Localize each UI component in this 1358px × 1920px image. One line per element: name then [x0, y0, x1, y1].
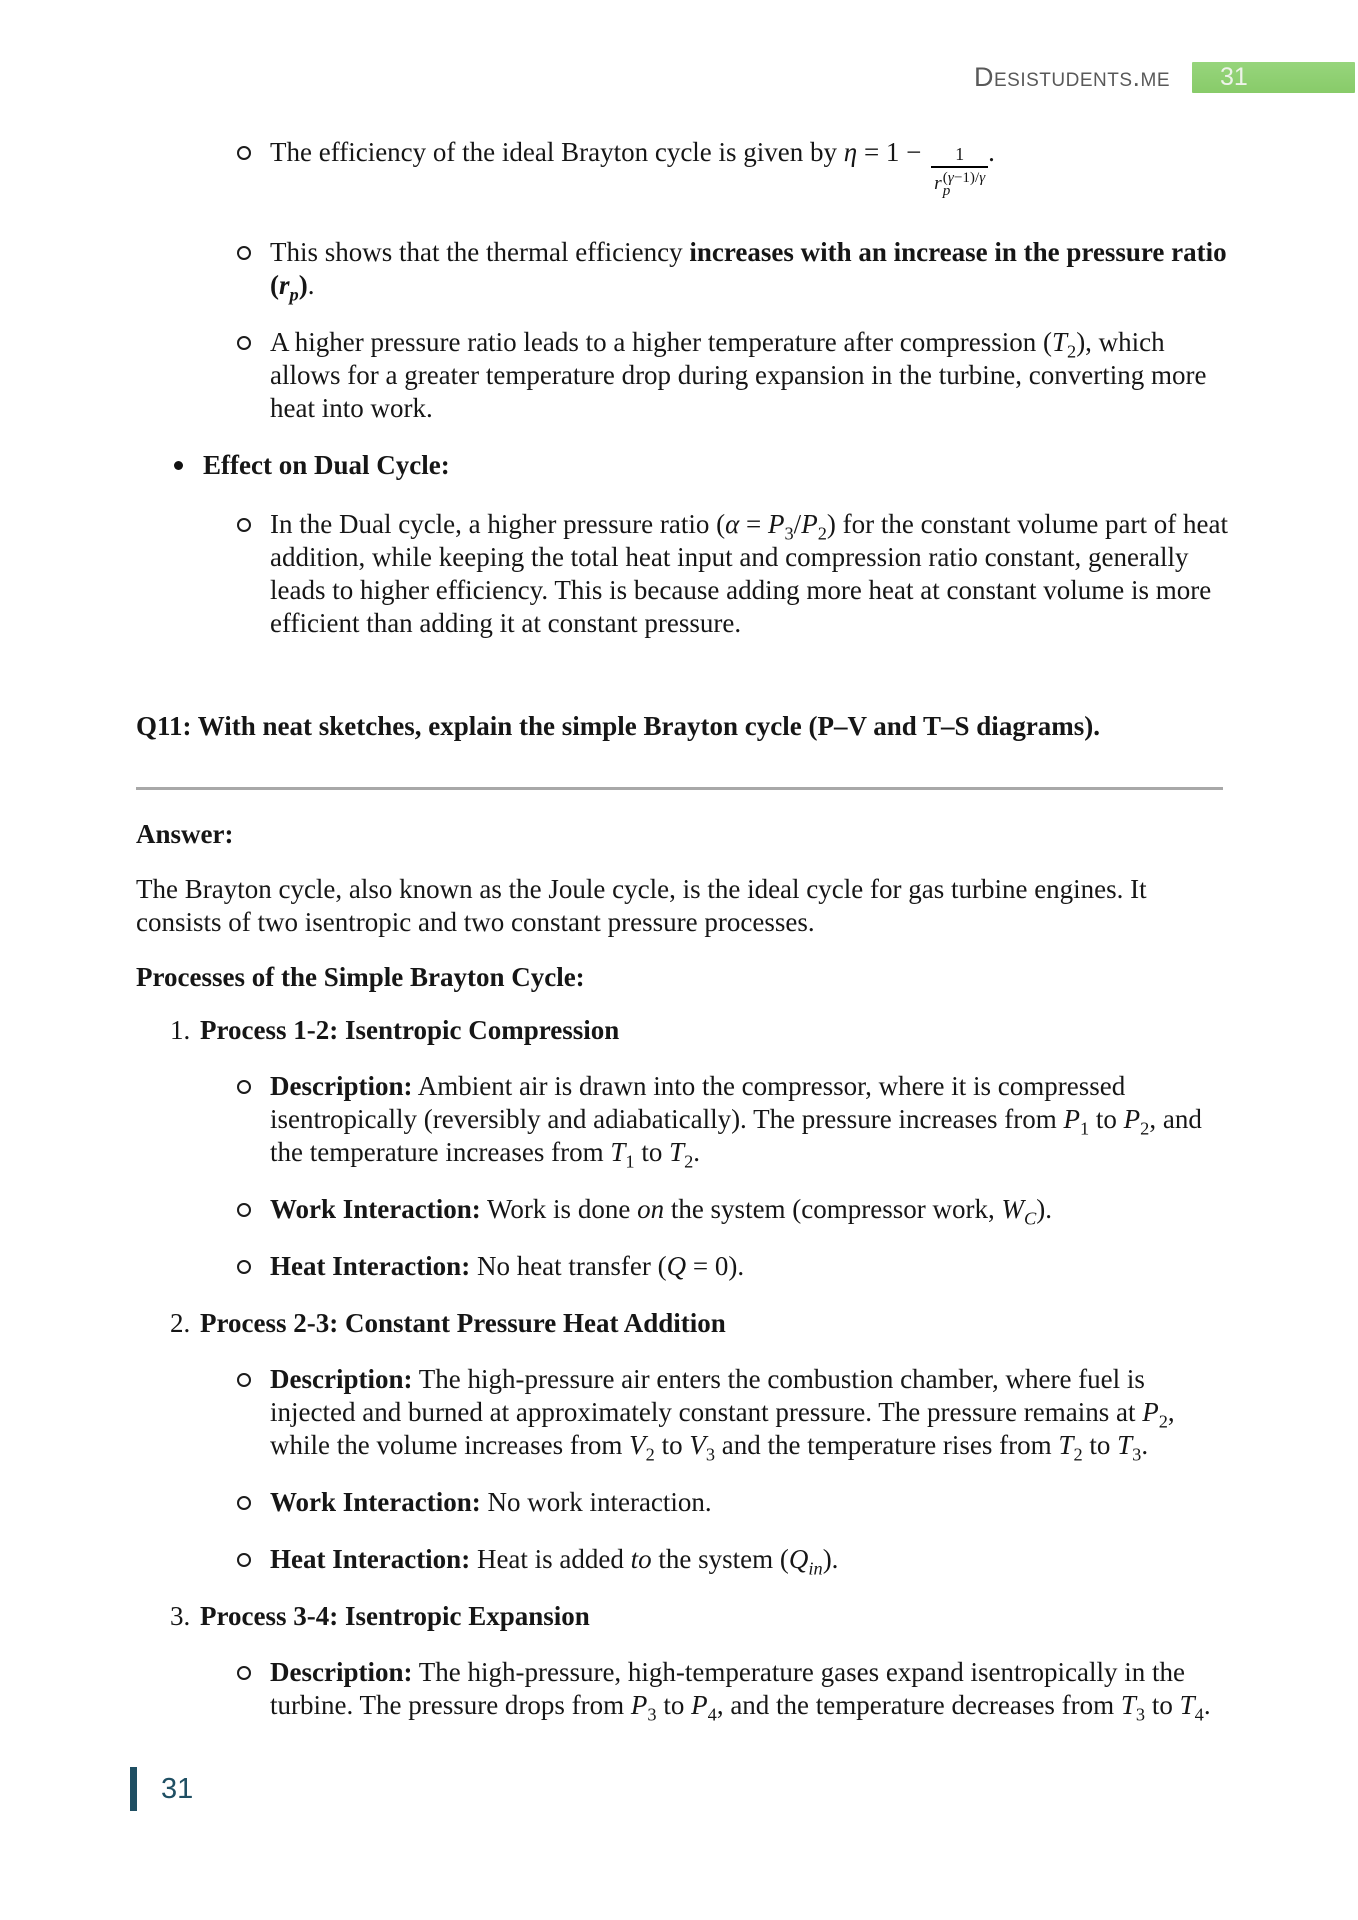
- bullet-text-thermal: This shows that the thermal efficiency increases with an increase in the pressure ratio $(r_p)$.: [270, 237, 1227, 305]
- hollow-circle-bullet-icon: [237, 1373, 251, 1387]
- header-page-number-badge: 31: [1192, 62, 1355, 93]
- hollow-circle-bullet-icon: [237, 146, 251, 160]
- footer-accent-bar: [130, 1767, 137, 1811]
- process-1-description-text: Description: Ambient air is drawn into the compressor, where it is compressed isentropically (reversibly and adiabatically). The pressure increases from $P_1$ to $P_2$, and the temperature increases from $T_1$ to $T_2$.: [270, 1071, 1202, 1172]
- process-2-description: [136, 1363, 1236, 1465]
- hollow-circle-bullet-icon: [237, 1080, 251, 1094]
- process-1-number: 1.: [170, 1015, 191, 1045]
- dual-cycle-heading: Effect on Dual Cycle:: [203, 450, 450, 480]
- filled-dot-bullet-icon: [174, 461, 183, 470]
- hollow-circle-bullet-icon: [237, 336, 251, 350]
- process-3-number: 3.: [170, 1601, 191, 1631]
- footer-page-number: 31: [161, 1773, 194, 1805]
- question-heading: Q11: With neat sketches, explain the simple Brayton cycle (P–V and T–S diagrams).: [136, 711, 1101, 741]
- hollow-circle-bullet-icon: [237, 1496, 251, 1510]
- bullet-higher-pressure-ratio: [136, 326, 1236, 425]
- process-3-title: Process 3-4: Isentropic Expansion: [200, 1601, 590, 1631]
- header-site-name: Desistudents.me: [973, 61, 1170, 92]
- bullet-efficiency-formula: [136, 136, 1236, 212]
- answer-intro-paragraph: The Brayton cycle, also known as the Joule cycle, is the ideal cycle for gas turbine engines. It consists of two isentropic and two constant pressure processes.: [136, 874, 1147, 937]
- hollow-circle-bullet-icon: [237, 518, 251, 532]
- bullet-effect-on-dual-cycle: [136, 449, 1236, 482]
- dual-cycle-body-text: In the Dual cycle, a higher pressure ratio $(\alpha = P_3/P_2)$ for the constant volume part of heat addition, while keeping the total heat input and compression ratio constant, generally leads to higher efficiency. This is because adding more heat at constant volume is more efficient than adding it at constant pressure.: [270, 509, 1228, 638]
- hollow-circle-bullet-icon: [237, 1260, 251, 1274]
- process-2-description-text: Description: The high-pressure air enters the combustion chamber, where fuel is injected and burned at approximately constant pressure. The pressure remains at $P_2$, while the volume increases from $V_2$ to $V_3$ and the temperature rises from $T_2$ to $T_3$.: [270, 1364, 1175, 1465]
- process-1-heading: [136, 1014, 1236, 1047]
- process-1-heat-text: Heat Interaction: No heat transfer (Q = 0).: [270, 1251, 745, 1281]
- bullet-dual-cycle-body: [136, 508, 1236, 640]
- process-2-work-interaction: [136, 1486, 1236, 1519]
- process-2-number: 2.: [170, 1308, 191, 1338]
- process-1-title: Process 1-2: Isentropic Compression: [200, 1015, 620, 1045]
- process-1-heat-interaction: [136, 1250, 1236, 1283]
- process-3-description: [136, 1656, 1236, 1725]
- process-2-heat-text: Heat Interaction: Heat is added to the system $(Q_{in})$.: [270, 1544, 839, 1579]
- bullet-thermal-efficiency: [136, 236, 1236, 305]
- bullet-text-higher-ratio: A higher pressure ratio leads to a higher temperature after compression $(T_2)$, which allows for a greater temperature drop during expansion in the turbine, converting more heat into work.: [270, 327, 1207, 423]
- process-2-work-text: Work Interaction: No work interaction.: [270, 1487, 712, 1517]
- process-1-description: [136, 1070, 1236, 1172]
- bullet-text-efficiency: The efficiency of the ideal Brayton cycle is given by η = 1 − 1 r (γ−1)/γ p .: [270, 137, 995, 200]
- hollow-circle-bullet-icon: [237, 246, 251, 260]
- process-2-title: Process 2-3: Constant Pressure Heat Addition: [200, 1308, 726, 1338]
- answer-label: Answer:: [136, 819, 234, 849]
- process-3-heading: [136, 1600, 1236, 1633]
- process-3-description-text: Description: The high-pressure, high-temperature gases expand isentropically in the turbine. The pressure drops from $P_3$ to $P_4$, and the temperature decreases from $T_3$ to $T_4$.: [270, 1657, 1211, 1725]
- process-1-work-text: Work Interaction: Work is done on the system (compressor work, $W_C$).: [270, 1194, 1052, 1229]
- process-2-heading: [136, 1307, 1236, 1340]
- process-2-heat-interaction: [136, 1543, 1236, 1579]
- hollow-circle-bullet-icon: [237, 1553, 251, 1567]
- hollow-circle-bullet-icon: [237, 1203, 251, 1217]
- process-1-work-interaction: [136, 1193, 1236, 1229]
- document-body: [136, 136, 1236, 1746]
- divider-rule: [136, 787, 1223, 790]
- processes-heading: Processes of the Simple Brayton Cycle:: [136, 962, 585, 992]
- page-header: [0, 60, 1358, 94]
- hollow-circle-bullet-icon: [237, 1666, 251, 1680]
